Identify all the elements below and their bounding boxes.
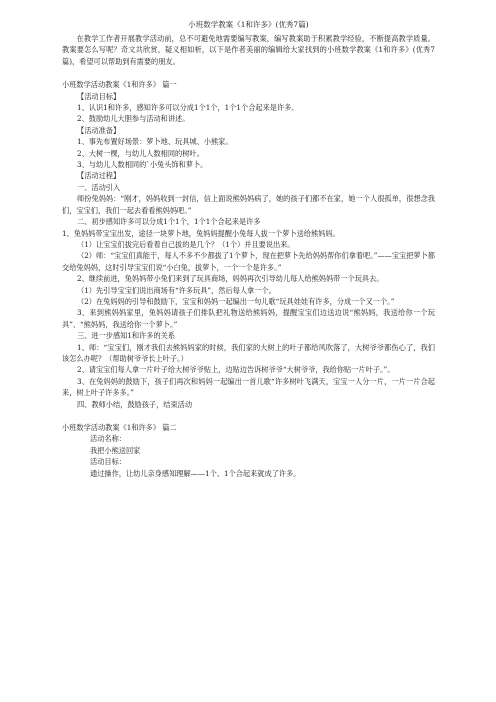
step-paragraph: （2）在兔妈妈的引导和鼓励下，宝宝和妈妈一起编出一句儿歌“玩具娃娃有许多，分成一个又一个。” — [77, 296, 395, 306]
step-paragraph: 2、继续前进，兔妈妈带小兔们来到了玩具商场，妈妈再次引导幼儿每人给熊妈妈带一个玩具去。 — [77, 274, 384, 284]
step-paragraph: （1）让宝宝们拔完后看着自己拔的是几个？（1个）并且要说出来。 — [77, 239, 295, 249]
field-label: 活动目标： — [90, 457, 126, 467]
section-heading: 小班数学活动教案《1和许多》 篇二 — [62, 423, 177, 432]
step-paragraph: 1、兔妈妈带宝宝出发，途径一块萝卜地，兔妈妈提醒小兔每人拔一个萝卜送给熊妈妈。 — [62, 228, 340, 238]
step-paragraph: 1、师：“宝宝们，刚才我们去熊妈妈家的时候，我们家的大树上的叶子都给风吹落了，大树爷爷都伤心了，我们该怎么办呢？（帮助树爷爷长上叶子。） — [62, 342, 435, 363]
prep-heading: 【活动准备】 — [77, 125, 121, 135]
section-heading: 小班数学活动教案《1和许多》 篇一 — [62, 80, 177, 90]
prep-item: 3、与幼儿人数相同的`小兔头饰和萝卜。 — [77, 160, 208, 170]
goal-item: 2、鼓励幼儿大胆参与活动和讲述。 — [77, 114, 190, 124]
goal-item: 1、认识1和许多，感知许多可以分成1个1个，1个1个合起来是许多。 — [77, 103, 299, 113]
field-value: 通过操作，让幼儿亲身感知理解——1个、1个合起来就成了许多。 — [90, 468, 301, 478]
prep-item: 2、大树一棵，与幼儿人数相同的树叶。 — [77, 148, 204, 158]
spacer — [62, 67, 435, 79]
step-heading: 四、教师小结，鼓励孩子，结束活动 — [77, 399, 193, 409]
goals-heading: 【活动目标】 — [77, 91, 121, 101]
page-title: 小班数学教案《1和许多》(优秀7篇) — [188, 20, 309, 29]
field-value: 我把小熊送回家 — [90, 445, 141, 455]
step-heading: 三、进一步感知1和许多的关系 — [77, 331, 176, 341]
step-paragraph: （1）先引导宝宝们说出商场有“许多玩具”，然后每人拿一个。 — [77, 285, 276, 295]
field-label: 活动名称： — [90, 434, 126, 444]
step-paragraph: 3、来到熊妈妈家里，兔妈妈请孩子们排队把礼物送给熊妈妈，提醒宝宝们边送边说“熊妈妈，我送给你一个玩具”、“熊妈妈，我送给你一个萝卜。” — [62, 308, 435, 329]
step-heading: 二、初步感知许多可以分成1个1个，1个1个合起来是许多 — [77, 217, 261, 227]
step-paragraph: 2、请宝宝们每人拿一片叶子给大树爷爷贴上，边贴边告诉树爷爷“大树爷爷，我给你贴一片叶子。”。 — [77, 365, 395, 375]
step-paragraph: 师扮兔妈妈：“刚才，妈妈收到一封信，信上面说熊妈妈病了，她的孩子们都不在家，她一个人很孤单，很想念我们，宝宝们，我们一起去看看熊妈妈吧。” — [62, 194, 435, 215]
intro-paragraph: 在教学工作者开展教学活动前，总不可避免地需要编写教案，编写教案助于积累教学经验，不断提高教学质量。教案要怎么写呢？奇文共欣赏，疑义相如析，以下是作者美丽的编辑给大家找到的小班数学教案《1和许多》(优秀7篇)，希望可以帮助到有需要的朋友。 — [62, 34, 435, 66]
process-heading: 【活动过程】 — [77, 171, 121, 181]
spacer — [62, 410, 435, 422]
step-paragraph: 3、在兔妈妈的鼓励下，孩子们再次和妈妈一起编出一首儿歌“许多树叶飞满天，宝宝一人分一片，一片一片合起来，树上叶子许多多。” — [62, 376, 435, 398]
step-heading: 一、活动引入 — [77, 182, 121, 192]
prep-item: 1、事先布置好场景：萝卜地、玩具城、小熊家。 — [77, 137, 233, 147]
step-paragraph: （2）师：“宝宝们真能干，每人不多不少都拔了1个萝卜，现在把萝卜先给妈妈帮你们拿着吧。”——宝宝把萝卜都交给兔妈妈，这时引导宝宝们说“小白兔，拔萝卜，一个一个是许多。” — [62, 251, 435, 272]
